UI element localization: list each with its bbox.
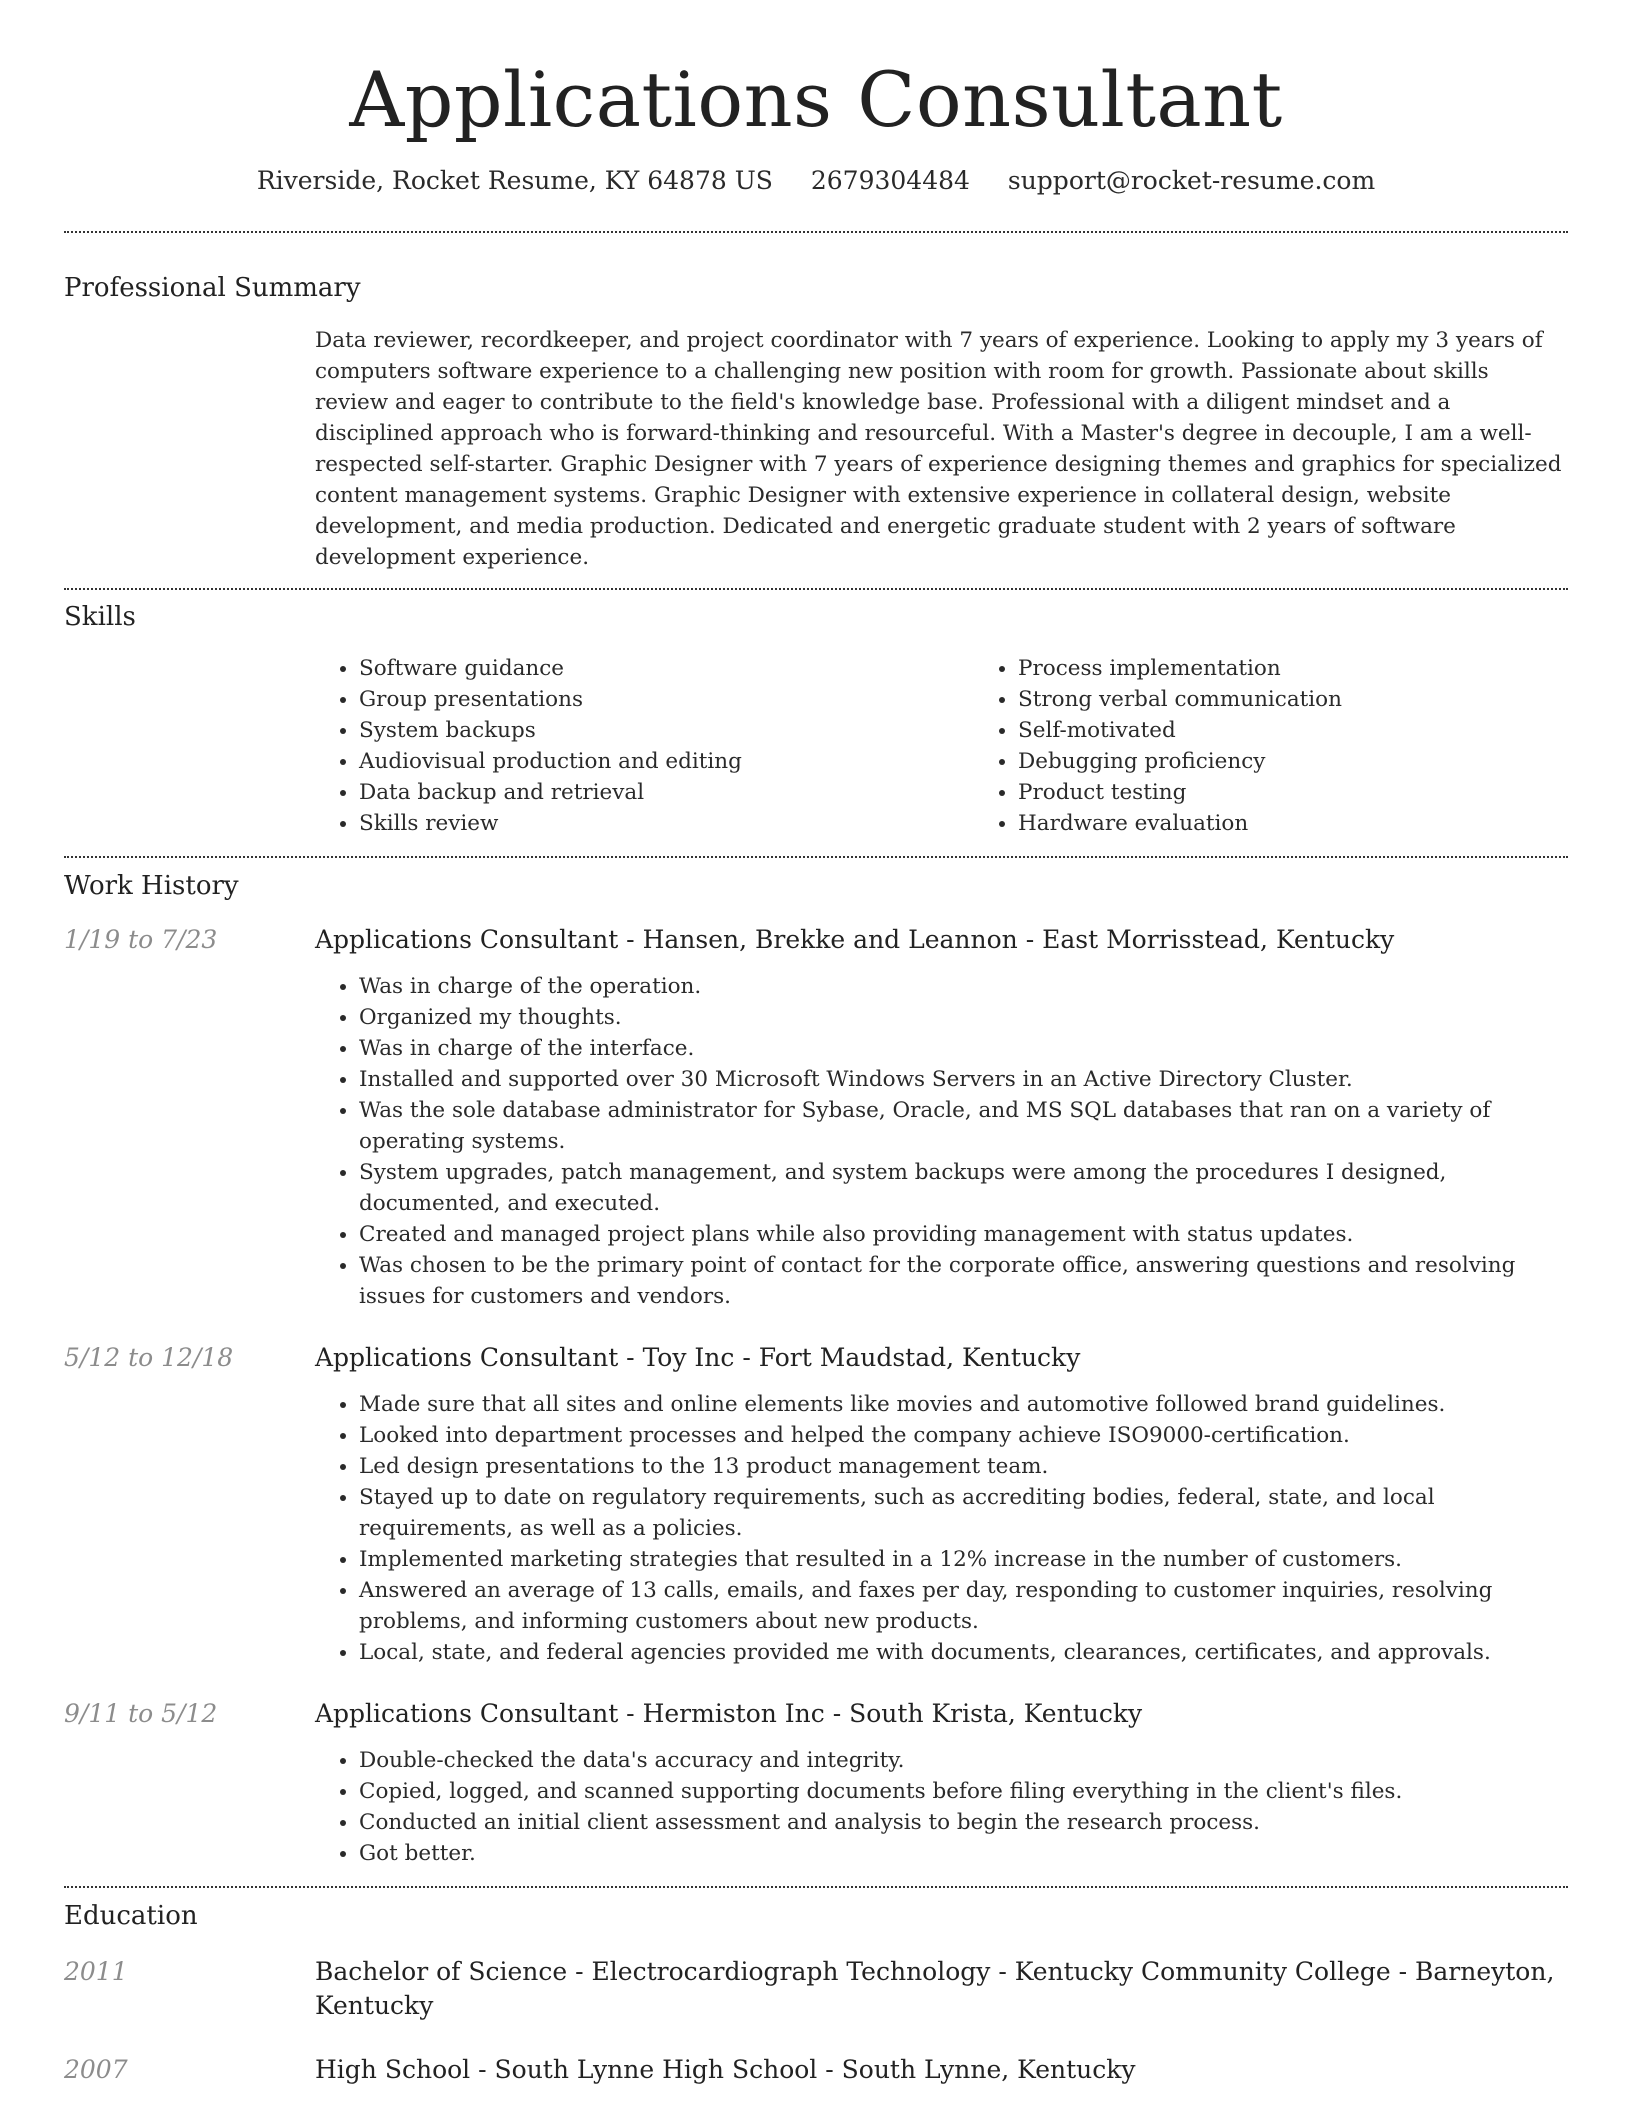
candidate-name: Applications Consultant <box>349 55 1283 144</box>
job-bullet: • Local, state, and federal agencies provided me with documents, clearances, certificates, and approvals. <box>359 1637 1568 1668</box>
section-divider <box>64 231 1568 233</box>
address: Riverside, Rocket Resume, KY 64878 US <box>256 166 773 195</box>
education-year: 2007 <box>64 2055 128 2084</box>
skill-item: • Hardware evaluation <box>1018 808 1632 839</box>
skill-item: • Audiovisual production and editing <box>359 746 974 777</box>
section-title-work-history: Work History <box>64 871 239 901</box>
skill-item: • Process implementation <box>1018 653 1632 684</box>
section-divider <box>64 588 1568 590</box>
job-bullet: • Double-checked the data's accuracy and integrity. <box>359 1745 1568 1776</box>
education-heading: High School - South Lynne High School - South Lynne, Kentucky <box>315 2055 1136 2084</box>
job-bullets <box>315 971 1568 1312</box>
skills-list-right <box>974 653 1632 839</box>
job-dates: 5/12 to 12/18 <box>64 1343 234 1372</box>
skills-list-left <box>315 653 974 839</box>
section-divider <box>64 1886 1568 1888</box>
job-bullet: • Conducted an initial client assessment and analysis to begin the research process. <box>359 1807 1568 1838</box>
skills-row <box>64 653 1568 839</box>
email-address: support@rocket-resume.com <box>1007 166 1376 195</box>
contact-line <box>64 164 1568 198</box>
education-year: 2011 <box>64 1957 128 1986</box>
resume-header <box>64 0 1568 198</box>
job-bullet: • Was in charge of the operation. <box>359 971 1568 1002</box>
job-dates: 9/11 to 5/12 <box>64 1699 218 1728</box>
job-bullet: • System upgrades, patch management, and system backups were among the procedures I designed, documented, and executed. <box>359 1157 1568 1219</box>
skill-item: • Debugging proficiency <box>1018 746 1632 777</box>
section-divider <box>64 856 1568 858</box>
section-title-summary: Professional Summary <box>64 273 361 303</box>
job-bullet: • Created and managed project plans while also providing management with status updates. <box>359 1219 1568 1250</box>
job-bullet: • Got better. <box>359 1838 1568 1869</box>
section-title-skills: Skills <box>64 602 136 632</box>
skill-item: • Strong verbal communication <box>1018 684 1632 715</box>
job-bullet: • Looked into department processes and helped the company achieve ISO9000-certification. <box>359 1420 1568 1451</box>
job-bullets <box>315 1389 1568 1668</box>
education-entry <box>64 1955 1568 2023</box>
education-heading: Bachelor of Science - Electrocardiograph Technology - Kentucky Community College - Barneyton, Kentucky <box>315 1957 1555 2020</box>
job-bullets <box>315 1745 1568 1869</box>
job-heading: Applications Consultant - Hansen, Brekke and Leannon - East Morrisstead, Kentucky <box>315 925 1395 954</box>
job-bullet: • Copied, logged, and scanned supporting documents before filing everything in the client's files. <box>359 1776 1568 1807</box>
skill-item: • Group presentations <box>359 684 974 715</box>
job-bullet: • Was chosen to be the primary point of contact for the corporate office, answering questions and resolving issues for customers and vendors. <box>359 1250 1568 1312</box>
job-entry <box>64 1697 1568 1869</box>
skill-item: • Skills review <box>359 808 974 839</box>
job-bullet: • Organized my thoughts. <box>359 1002 1568 1033</box>
job-bullet: • Implemented marketing strategies that resulted in a 12% increase in the number of customers. <box>359 1544 1568 1575</box>
skill-item: • Software guidance <box>359 653 974 684</box>
summary-row <box>64 325 1568 573</box>
skill-item: • Product testing <box>1018 777 1632 808</box>
section-title-education: Education <box>64 1901 198 1931</box>
job-bullet: • Was the sole database administrator for Sybase, Oracle, and MS SQL databases that ran on a variety of operating systems. <box>359 1095 1568 1157</box>
job-bullet: • Was in charge of the interface. <box>359 1033 1568 1064</box>
job-bullet: • Installed and supported over 30 Microsoft Windows Servers in an Active Directory Cluster. <box>359 1064 1568 1095</box>
phone-number: 2679304484 <box>810 166 970 195</box>
job-bullet: • Answered an average of 13 calls, emails, and faxes per day, responding to customer inquiries, resolving problems, and informing customers about new products. <box>359 1575 1568 1637</box>
job-heading: Applications Consultant - Hermiston Inc - South Krista, Kentucky <box>315 1699 1143 1728</box>
skill-item: • System backups <box>359 715 974 746</box>
summary-text: Data reviewer, recordkeeper, and project coordinator with 7 years of experience. Looking to apply my 3 years of computers software experience to a challenging new position with room for growth. Passionate about skills review and eager to contribute to the field's knowledge base. Professional with a diligent mindset and a disciplined approach who is forward-thinking and resourceful. With a Master's degree in decouple, I am a well-respected self-starter. Graphic Designer with 7 years of experience designing themes and graphics for specialized content management systems. Graphic Designer with extensive experience in collateral design, website development, and media production. Dedicated and energetic graduate student with 2 years of software development experience. <box>315 328 1562 570</box>
job-bullet: • Stayed up to date on regulatory requirements, such as accrediting bodies, federal, state, and local requirements, as well as a policies. <box>359 1482 1568 1544</box>
skill-item: • Data backup and retrieval <box>359 777 974 808</box>
job-entry <box>64 1341 1568 1668</box>
job-bullet: • Made sure that all sites and online elements like movies and automotive followed brand guidelines. <box>359 1389 1568 1420</box>
education-entry <box>64 2053 1568 2087</box>
job-heading: Applications Consultant - Toy Inc - Fort Maudstad, Kentucky <box>315 1343 1081 1372</box>
job-dates: 1/19 to 7/23 <box>64 925 218 954</box>
skill-item: • Self-motivated <box>1018 715 1632 746</box>
job-bullet: • Led design presentations to the 13 product management team. <box>359 1451 1568 1482</box>
job-entry <box>64 923 1568 1312</box>
